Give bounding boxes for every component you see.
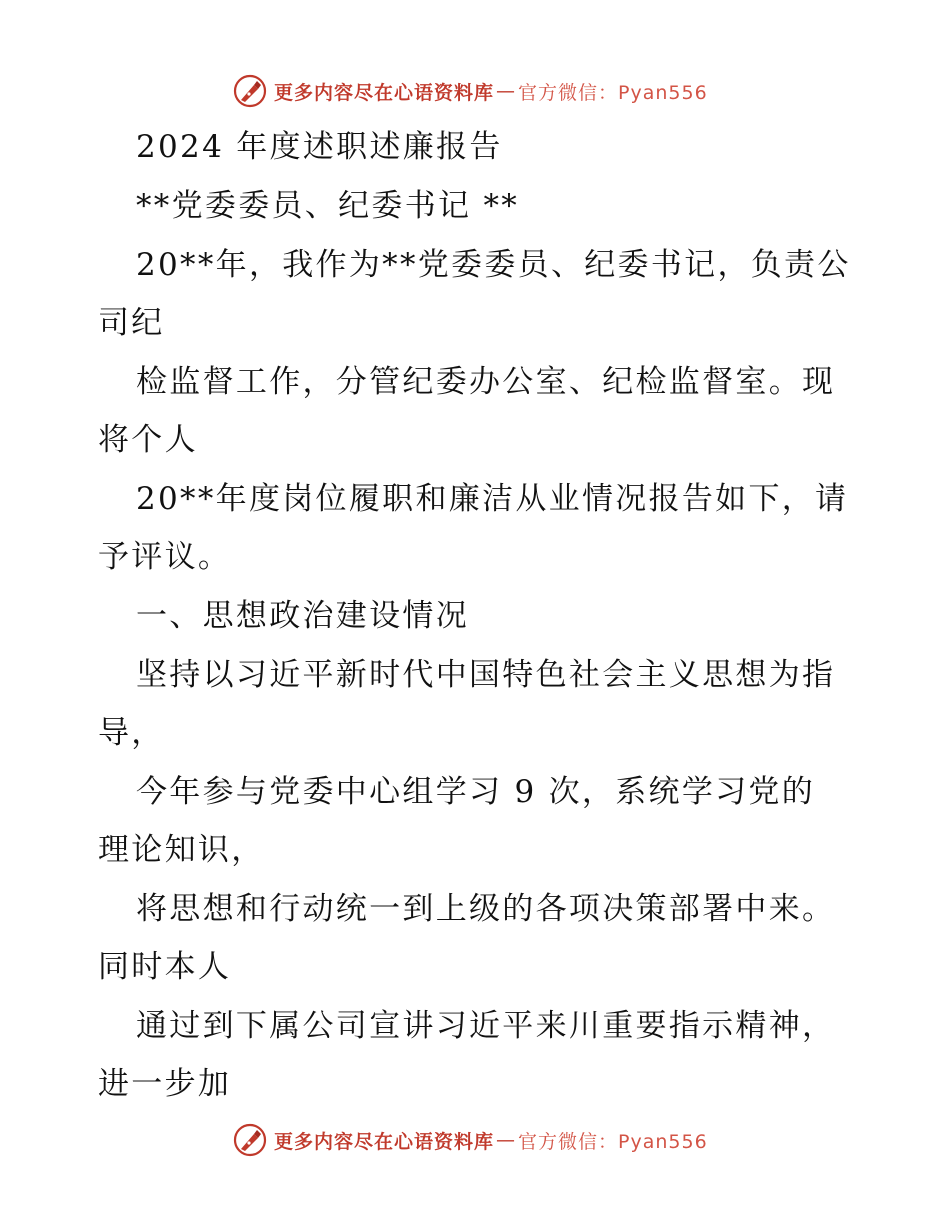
watermark-brand: 更多内容尽在心语资料库 [274,81,495,104]
paragraph-line: 导， [98,715,165,751]
paragraph-line: 20**年，我作为**党委委员、纪委书记，负责公 [136,247,851,283]
paragraph-line: 今年参与党委中心组学习 9 次，系统学习党的 [136,774,816,810]
footer-watermark [232,1120,708,1160]
paragraph-line: 20**年度岗位履职和廉洁从业情况报告如下，请 [136,481,849,517]
watermark-wechat: 官方微信：Pyan556 [518,1130,708,1153]
paragraph-line: 检监督工作，分管纪委办公室、纪检监督室。现 [136,364,836,400]
pen-nib-logo-icon [232,73,268,109]
section-heading: 一、思想政治建设情况 [136,598,469,634]
paragraph-line: 通过到下属公司宣讲习近平来川重要指示精神， [136,1008,836,1044]
watermark-separator: — [496,1129,517,1151]
doc-title: 2024 年度述职述廉报告 [136,129,503,165]
paragraph-line: 司纪 [98,305,165,341]
paragraph-line: 进一步加 [98,1066,232,1102]
paragraph-line: 予评议。 [98,539,232,575]
paragraph-line: 同时本人 [98,949,232,985]
watermark-separator: — [496,80,517,102]
header-watermark [232,71,708,111]
paragraph-line: 坚持以习近平新时代中国特色社会主义思想为指 [136,657,836,693]
watermark-brand: 更多内容尽在心语资料库 [274,1130,495,1153]
paragraph-line: 将思想和行动统一到上级的各项决策部署中来。 [136,891,836,927]
paragraph-line: 将个人 [98,422,198,458]
watermark-wechat: 官方微信：Pyan556 [518,81,708,104]
doc-subtitle: **党委委员、纪委书记 ** [136,188,520,224]
pen-nib-logo-icon [232,1122,268,1158]
paragraph-line: 理论知识， [98,832,265,868]
